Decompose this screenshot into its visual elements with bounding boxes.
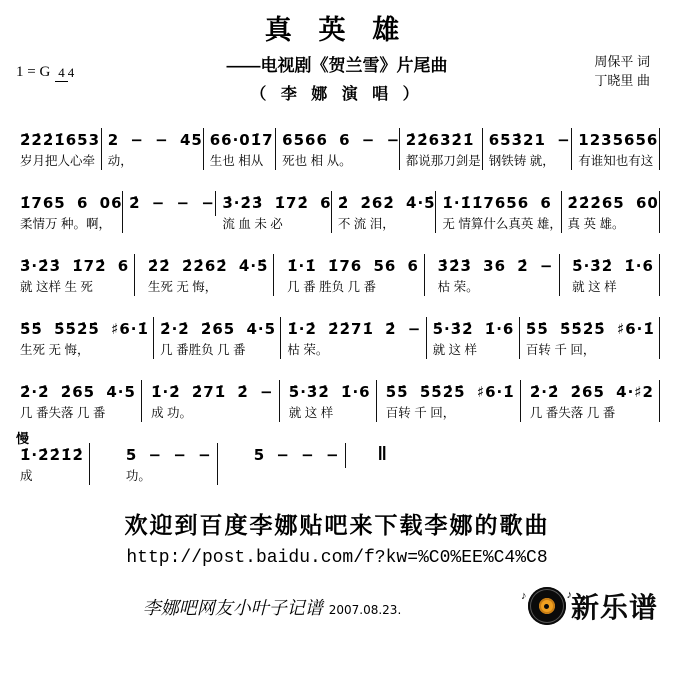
measure-notes: 1̇·1̇ 1̇76 56 6 — [287, 257, 419, 275]
measure-lyrics: 枯 荣。 — [287, 343, 329, 357]
measure-lyrics: 百转 千 回， — [525, 343, 596, 357]
measure-lyrics: 岁月把人心牵 — [20, 154, 96, 168]
measure-lyrics: 有谁知也有这 — [578, 154, 654, 168]
measure-lyrics: 生死 无 悔， — [147, 280, 218, 294]
measure — [572, 128, 660, 170]
transcriber-credit — [14, 594, 530, 620]
credits — [594, 52, 650, 90]
music-system — [14, 254, 660, 296]
measure — [14, 128, 102, 170]
measure — [281, 317, 426, 359]
music-system — [14, 128, 660, 170]
promo-text: 欢迎到百度李娜贴吧来下载李娜的歌曲 — [124, 513, 550, 538]
music-system — [14, 380, 660, 422]
measure — [436, 191, 561, 233]
measure-lyrics: 动， — [107, 154, 133, 168]
measure — [566, 254, 660, 296]
measure-lyrics: 不 流 泪， — [337, 217, 395, 231]
measure — [332, 191, 437, 233]
measure-notes: 653̇21 − — [488, 131, 571, 149]
measure-notes: 2̇ 2̇62̇ 4̇·5̇ — [337, 194, 436, 212]
measure-lyrics: 就 这 样 — [572, 280, 617, 294]
transcribe-date: 2007.08.23. — [328, 603, 402, 617]
measure-notes: 5̇5̇ 5̇5̇2̇5̇ ♯6·1̇ — [525, 320, 655, 338]
measure-notes: 1̇·2̇ 2̇71̇ 2̇ − — [151, 383, 274, 401]
measure-notes: 5̇·3̇2̇ 1̇·6 — [432, 320, 515, 338]
music-system — [14, 317, 660, 359]
measure — [400, 128, 483, 170]
measure-notes: 3̇2̇3̇ 36 2̇ − — [437, 257, 554, 275]
meter-upper: 4 — [55, 65, 68, 82]
measure-lyrics: 就 这 样 — [288, 406, 334, 420]
measure-lyrics: 功。 — [125, 469, 151, 483]
score — [14, 128, 660, 485]
measure — [216, 191, 331, 233]
measure-lyrics: 死也 相 从。 — [282, 154, 352, 168]
measure-notes: 1̇765 6 06 — [20, 194, 123, 212]
measure-notes: 5̇5̇ 5̇5̇2̇5̇ ♯6·1̇ — [385, 383, 515, 401]
measure-lyrics: 生也 相从 — [209, 154, 264, 168]
measure — [380, 380, 521, 422]
measure-lyrics: 成 功。 — [151, 406, 193, 420]
measure-notes: 5̇·3̇2̇ 1̇·6 — [572, 257, 654, 275]
measure-notes: 2 − − 45 — [107, 131, 203, 149]
measure — [276, 128, 400, 170]
measure — [283, 380, 377, 422]
measure-notes: 3̇·2̇3̇ 1̇72̇ 6 — [20, 257, 130, 275]
music-note-icon: ♪ — [520, 590, 527, 602]
transcriber-name: 李娜吧网友小叶子记谱 — [142, 598, 323, 618]
measure-notes: 1̇·2̇2̇1̇2̇ — [20, 446, 84, 464]
measure-lyrics: 流 血 未 必 — [222, 217, 283, 231]
measure — [14, 254, 135, 296]
measure-lyrics: 都说那刀剑是 — [405, 154, 481, 168]
measure-lyrics: 就 这样 生 死 — [20, 280, 93, 294]
measure — [123, 191, 216, 216]
measure — [145, 380, 280, 422]
measure-lyrics: 几 番失落 几 番 — [529, 406, 616, 420]
measure-notes: 2̇·2̇ 2̇65 4·5 — [20, 383, 136, 401]
measure-notes: 2̇2̇632̇1̇ — [405, 131, 475, 149]
measure-notes: 2̇2̇ 2̇2̇62̇ 4̇·5̇ — [147, 257, 269, 275]
measure — [142, 254, 275, 296]
measure-notes: 66·01̇7 — [209, 131, 274, 149]
key-label: 1 = G — [16, 64, 51, 80]
measure-lyrics: 几 番 胜负 几 番 — [287, 280, 377, 294]
music-note-icon: ♪ — [566, 589, 572, 601]
site-logo — [520, 586, 658, 626]
measure — [102, 128, 204, 170]
measure — [14, 191, 123, 233]
measure-lyrics: 真 英 雄。 — [567, 217, 625, 231]
measure-lyrics: 就 这 样 — [432, 343, 478, 357]
key-signature — [16, 64, 74, 81]
music-system — [14, 191, 660, 233]
measure — [524, 380, 660, 422]
measure-notes: 2̇2̇2̇65 60 — [567, 194, 659, 212]
measure-lyrics: 柔情万 种。啊， — [20, 217, 111, 231]
measure-notes: 1235656 — [578, 131, 659, 149]
measure-notes: 2̇·2̇ 2̇65 4·♯2 — [529, 383, 654, 401]
measure-notes: 2̇·2̇ 2̇65 4·5 — [160, 320, 277, 338]
measure-notes: 1̇·2̇ 2̇2̇71̇ 2̇ − — [287, 320, 422, 338]
measure — [204, 128, 276, 170]
measure-notes: 5̇·3̇2̇ 1̇·6 — [288, 383, 371, 401]
meter-lower: 4 — [67, 65, 75, 81]
measure — [432, 254, 560, 296]
music-system — [14, 431, 660, 485]
performer-line: （ 李 娜 演 唱 ） — [250, 86, 424, 103]
measure — [562, 191, 660, 233]
measure-notes: 5 − − − — [253, 446, 340, 464]
measure — [154, 317, 281, 359]
measure — [281, 254, 425, 296]
measure — [14, 380, 142, 422]
measure — [483, 128, 573, 170]
composer-credit: 丁晓里 曲 — [594, 73, 650, 88]
measure-notes: 2̇2̇2̇1̇653 — [20, 131, 101, 149]
measure-notes: 1̇·1̇1̇7656 6 — [442, 194, 552, 212]
measure-notes: 2̇ − − − — [129, 194, 215, 212]
measure — [248, 443, 346, 468]
measure-lyrics: 钢铁铸 就， — [488, 154, 555, 168]
measure — [14, 317, 154, 359]
measure-lyrics: 百转 千 回， — [385, 406, 456, 420]
lyricist-credit: 周保平 词 — [594, 54, 650, 69]
measure-lyrics: 无 情算什么真英 雄， — [442, 217, 562, 231]
measure-notes: 5 − − − — [125, 446, 212, 464]
measure-notes: 6566 6 − − — [282, 131, 401, 149]
meter-fraction — [55, 66, 74, 79]
footer — [14, 584, 660, 630]
measure-notes: 5̇5̇ 5̇5̇2̇5̇ ♯6·1̇ — [20, 320, 149, 338]
record-icon — [520, 587, 572, 625]
measure-notes: 3̇·2̇3̇ 1̇72̇ 6 — [222, 194, 332, 212]
measure — [427, 317, 520, 359]
measure-lyrics: 成 — [20, 469, 33, 483]
measure-lyrics: 枯 荣。 — [437, 280, 479, 294]
measure — [520, 317, 660, 359]
download-url: http://post.baidu.com/f?kw=%C0%EE%C4%C8 — [126, 548, 548, 568]
subtitle: ——电视剧《贺兰雪》片尾曲 — [226, 56, 448, 75]
measure-lyrics: 几 番胜负 几 番 — [160, 343, 246, 357]
logo-text: 新乐谱 — [570, 592, 658, 623]
measure — [14, 443, 90, 485]
final-barline: ‖ — [377, 444, 387, 465]
measure — [120, 443, 218, 485]
measure-lyrics: 几 番失落 几 番 — [20, 406, 106, 420]
tempo-mark: 慢 — [16, 431, 30, 446]
page-title: 真 英 雄 — [264, 15, 410, 45]
measure-lyrics: 生死 无 悔， — [20, 343, 90, 357]
